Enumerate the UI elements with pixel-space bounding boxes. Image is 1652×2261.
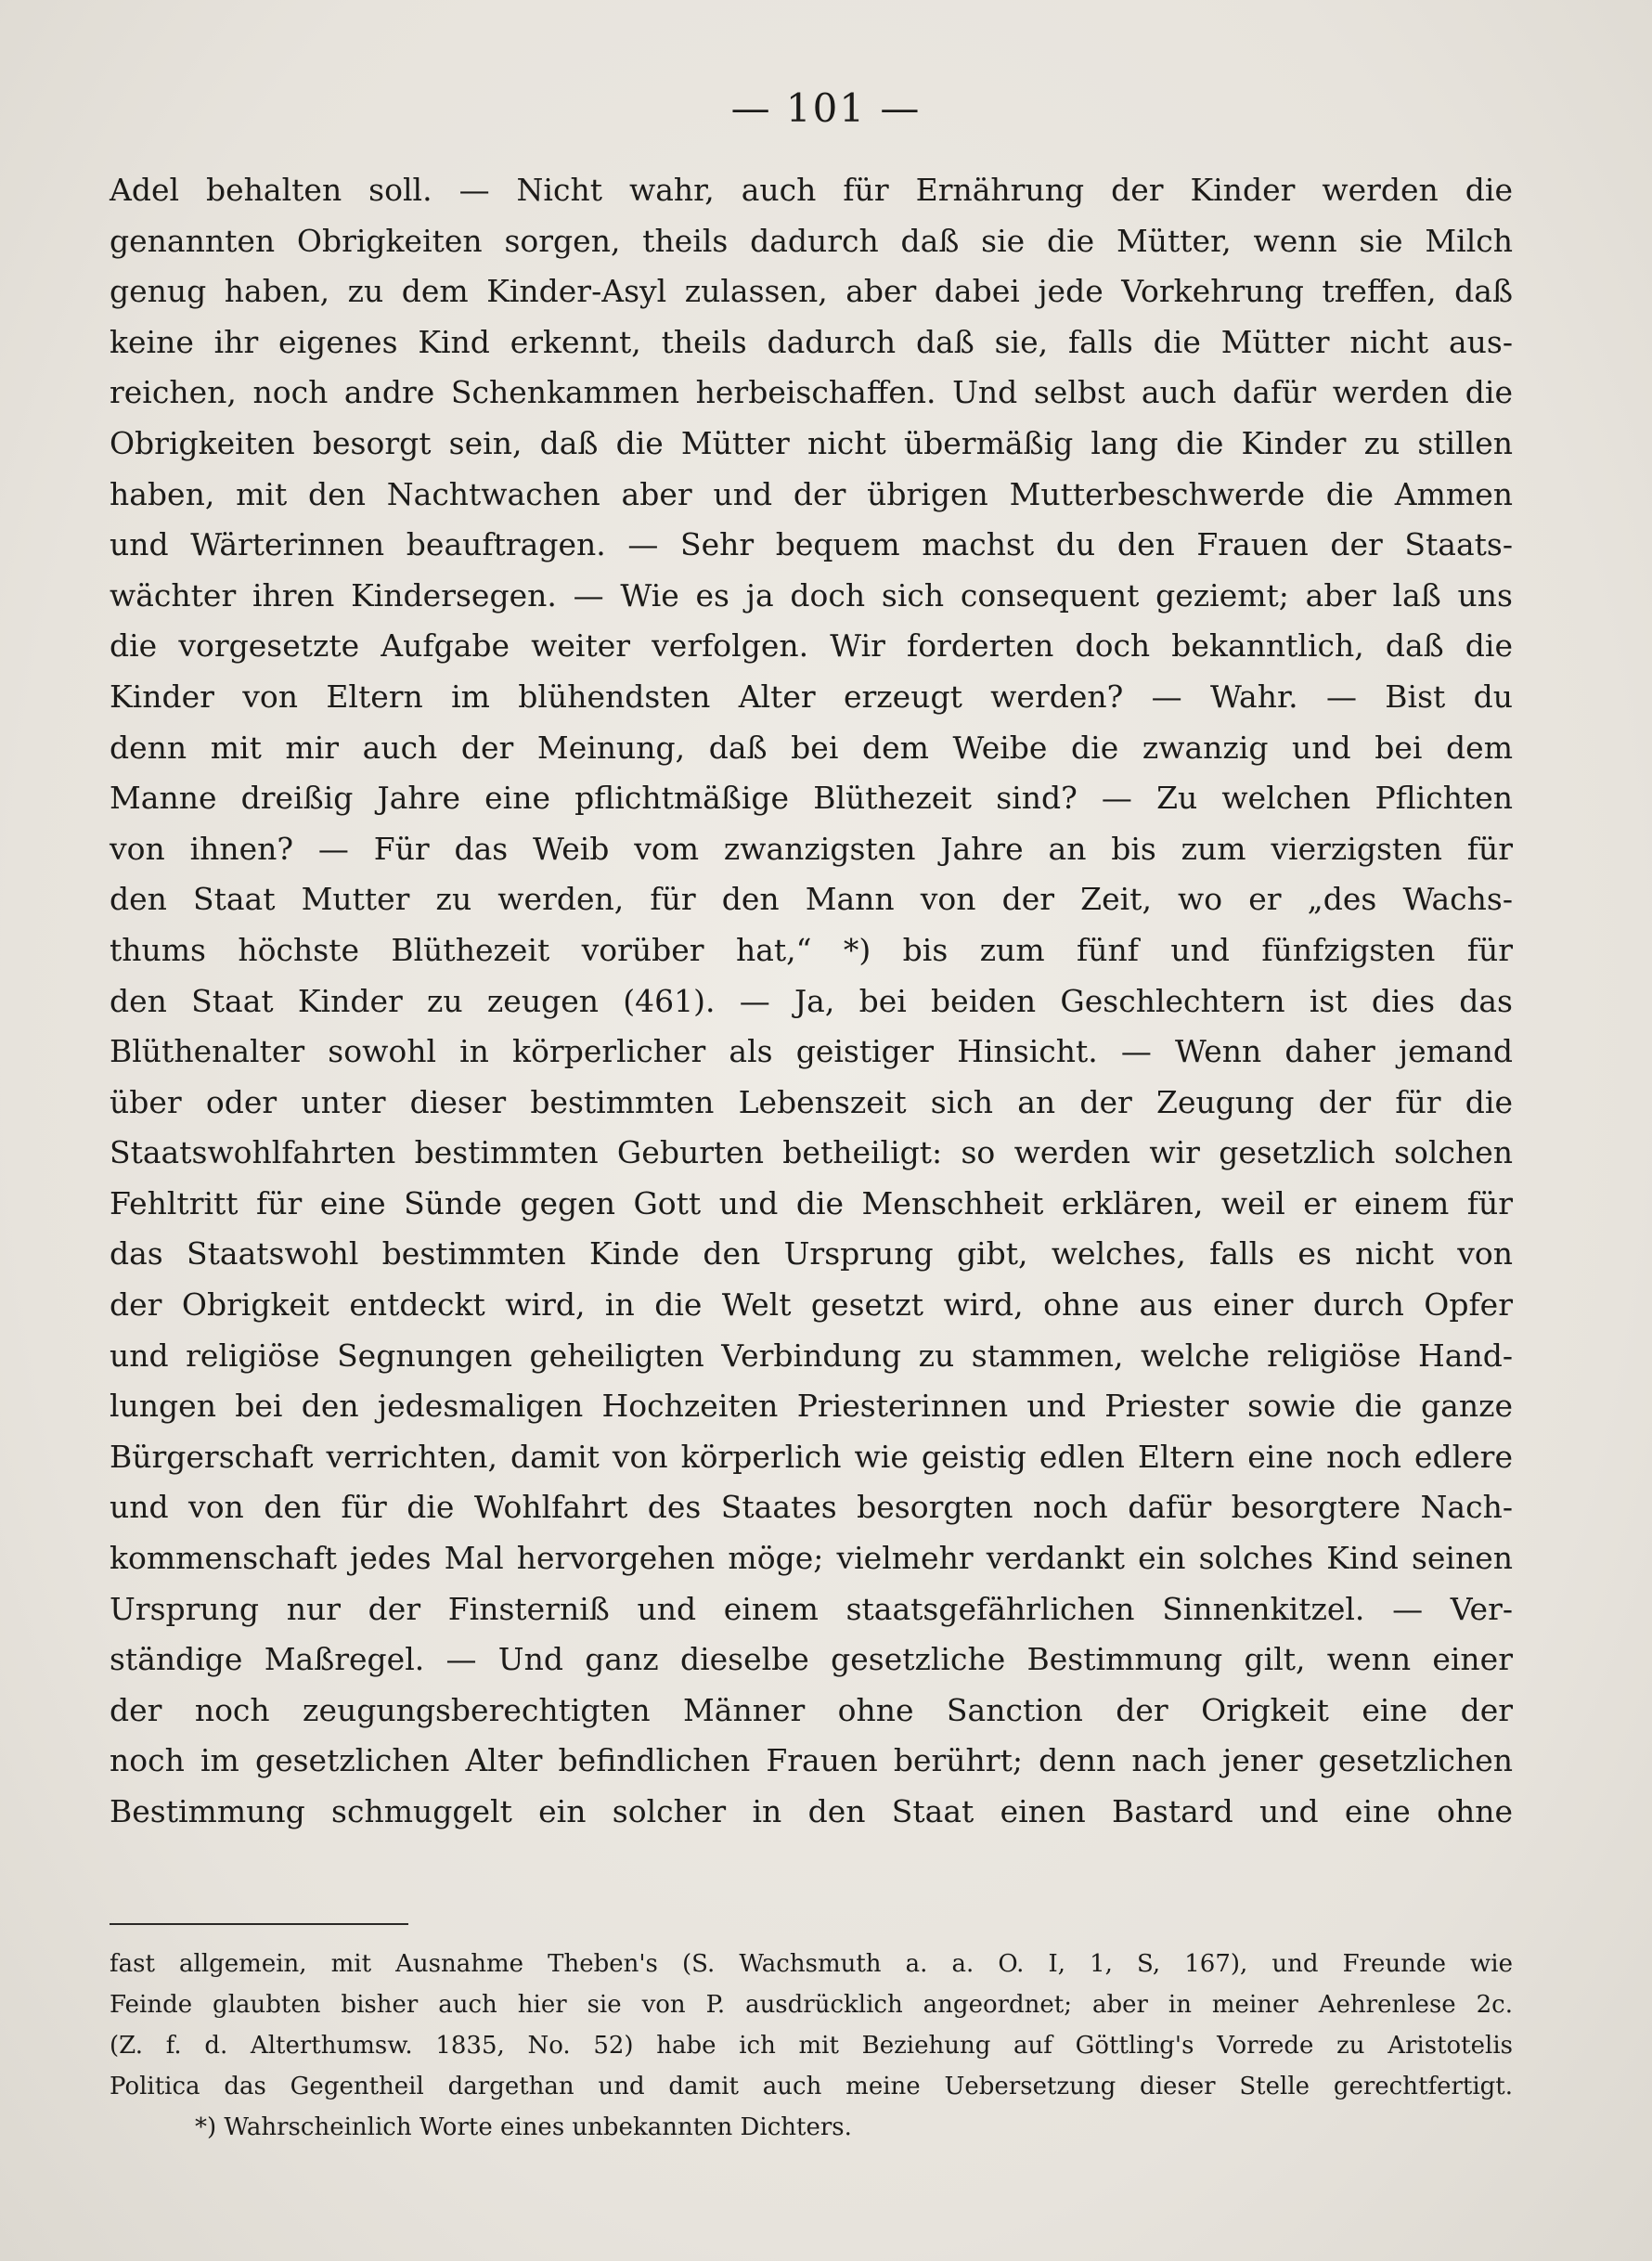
page-number: — 101 —: [730, 85, 922, 131]
text-line: und religiöse Segnungen geheiligten Verbindung zu stammen, welche religiöse Hand-: [110, 1337, 1513, 1374]
text-line: Fehltritt für eine Sünde gegen Gott und die Menschheit erklären, weil er einem für: [110, 1184, 1513, 1221]
footnote-line: *) Wahrscheinlich Worte eines unbekannten Dichters.: [195, 2113, 852, 2141]
text-line: wächter ihren Kindersegen. — Wie es ja doch sich consequent geziemt; aber laß uns: [110, 576, 1513, 614]
text-line: Staatswohlfahrten bestimmten Geburten betheiligt: so werden wir gesetzlich solchen: [110, 1134, 1513, 1171]
text-line: keine ihr eigenes Kind erkennt, theils dadurch daß sie, falls die Mütter nicht aus-: [110, 323, 1513, 360]
text-line: und Wärterinnen beauftragen. — Sehr bequem machst du den Frauen der Staats-: [110, 526, 1513, 563]
text-line: thums höchste Blüthezeit vorüber hat,“ *) bis zum fünf und fünfzigsten für: [110, 931, 1513, 968]
text-line: Blüthenalter sowohl in körperlicher als geistiger Hinsicht. — Wenn daher jemand: [110, 1033, 1513, 1070]
text-line: Ursprung nur der Finsterniß und einem staatsgefährlichen Sinnenkitzel. — Ver-: [110, 1590, 1513, 1627]
text-line: und von den für die Wohlfahrt des Staates besorgten noch dafür besorgtere Nach-: [110, 1489, 1513, 1526]
text-line: genannten Obrigkeiten sorgen, theils dadurch daß sie die Mütter, wenn sie Milch: [110, 222, 1513, 259]
footnote-divider: [110, 1923, 408, 1925]
text-line: von ihnen? — Für das Weib vom zwanzigsten Jahre an bis zum vierzigsten für: [110, 830, 1513, 867]
text-line: Adel behalten soll. — Nicht wahr, auch für Ernährung der Kinder werden die: [110, 172, 1513, 208]
footnote-line: fast allgemein, mit Ausnahme Theben's (S. Wachsmuth a. a. O. I, 1, S, 167), und Freunde wie: [110, 1950, 1513, 1978]
text-line: genug haben, zu dem Kinder-Asyl zulassen, aber dabei jede Vorkehrung treffen, daß: [110, 273, 1513, 310]
text-line: den Staat Mutter zu werden, für den Mann von der Zeit, wo er „des Wachs-: [110, 881, 1513, 918]
text-line: Obrigkeiten besorgt sein, daß die Mütter nicht übermäßig lang die Kinder zu stillen: [110, 424, 1513, 461]
text-line: Bestimmung schmuggelt ein solcher in den Staat einen Bastard und eine ohne: [110, 1793, 1513, 1829]
text-line: lungen bei den jedesmaligen Hochzeiten Priesterinnen und Priester sowie die ganze: [110, 1388, 1513, 1425]
footnote-line: Politica das Gegentheil dargethan und damit auch meine Uebersetzung dieser Stelle gerechtfertigt.: [110, 2073, 1513, 2100]
text-line: kommenschaft jedes Mal hervorgehen möge; vielmehr verdankt ein solches Kind seinen: [110, 1540, 1513, 1577]
text-line: der noch zeugungsberechtigten Männer ohne Sanction der Origkeit eine der: [110, 1691, 1513, 1728]
text-line: über oder unter dieser bestimmten Lebenszeit sich an der Zeugung der für die: [110, 1083, 1513, 1120]
footnote-line: Feinde glaubten bisher auch hier sie von P. ausdrücklich angeordnet; aber in meiner Aehrenlese 2c.: [110, 1991, 1513, 2019]
footnotes: [110, 1944, 1513, 2148]
text-line: denn mit mir auch der Meinung, daß bei dem Weibe die zwanzig und bei dem: [110, 729, 1513, 766]
body-text: [110, 165, 1513, 1838]
footnote-line: (Z. f. d. Alterthumsw. 1835, No. 52) habe ich mit Beziehung auf Göttling's Vorrede zu Aristotelis: [110, 2032, 1513, 2060]
text-line: der Obrigkeit entdeckt wird, in die Welt gesetzt wird, ohne aus einer durch Opfer: [110, 1286, 1513, 1324]
text-line: Bürgerschaft verrichten, damit von körperlich wie geistig edlen Eltern eine noch edlere: [110, 1438, 1513, 1475]
text-line: den Staat Kinder zu zeugen (461). — Ja, bei beiden Geschlechtern ist dies das: [110, 982, 1513, 1019]
text-line: ständige Maßregel. — Und ganz dieselbe gesetzliche Bestimmung gilt, wenn einer: [110, 1641, 1513, 1678]
text-line: Manne dreißig Jahre eine pflichtmäßige Blüthezeit sind? — Zu welchen Pflichten: [110, 780, 1513, 817]
text-line: haben, mit den Nachtwachen aber und der übrigen Mutterbeschwerde die Ammen: [110, 475, 1513, 512]
text-line: die vorgesetzte Aufgabe weiter verfolgen. Wir forderten doch bekanntlich, daß die: [110, 627, 1513, 665]
text-line: reichen, noch andre Schenkammen herbeischaffen. Und selbst auch dafür werden die: [110, 374, 1513, 411]
text-line: noch im gesetzlichen Alter befindlichen Frauen berührt; denn nach jener gesetzlichen: [110, 1742, 1513, 1779]
text-line: das Staatswohl bestimmten Kinde den Ursprung gibt, welches, falls es nicht von: [110, 1235, 1513, 1273]
text-line: Kinder von Eltern im blühendsten Alter erzeugt werden? — Wahr. — Bist du: [110, 678, 1513, 715]
